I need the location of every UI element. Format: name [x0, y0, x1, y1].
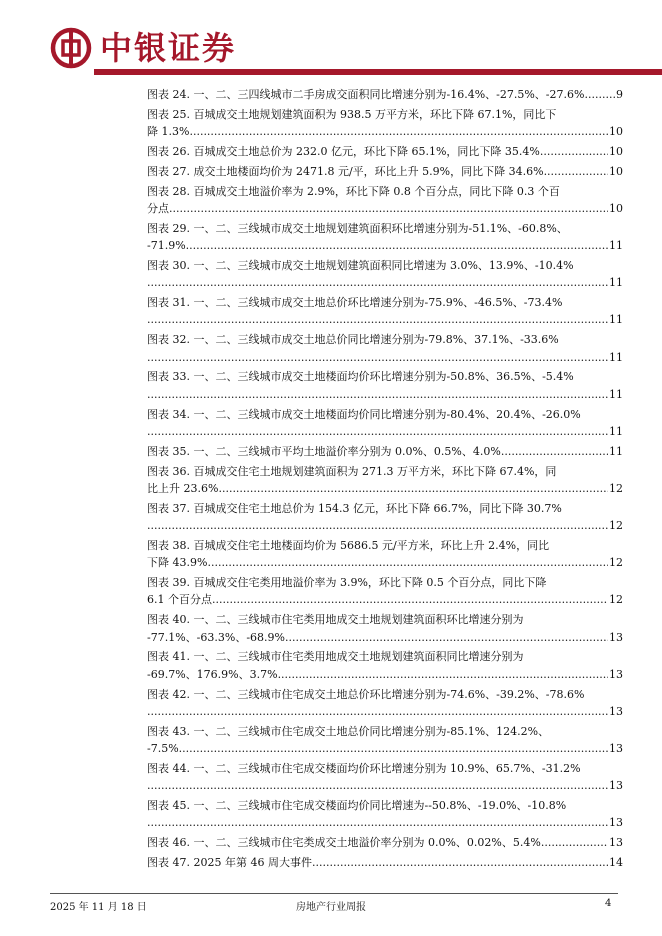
toc-leader-dots	[147, 386, 608, 403]
toc-entry-title	[147, 86, 623, 103]
toc-entry-text: 图表 42. 一、二、三线城市住宅成交土地总价环比增速分别为-74.6%、-39.2%、-78.6%	[147, 687, 585, 701]
toc-page-number: 11	[609, 313, 623, 327]
toc-entry-title	[147, 443, 623, 460]
toc-page-number: 12	[609, 481, 623, 495]
toc-page-number: 10	[609, 144, 623, 158]
toc-leader-dots	[147, 777, 608, 794]
bank-of-china-logo-icon	[50, 27, 92, 69]
toc-leader-dots	[312, 854, 608, 871]
toc-entry[interactable]	[147, 257, 623, 292]
toc-entry-continuation	[147, 666, 623, 683]
toc-leader-dots	[147, 703, 608, 720]
toc-entry[interactable]	[147, 834, 623, 851]
toc-entry[interactable]	[147, 611, 623, 646]
toc-leader-dots	[169, 200, 608, 217]
toc-entry-text-cont: -7.5%	[147, 742, 179, 756]
toc-entry-continuation	[147, 274, 623, 291]
toc-page-number: 11	[609, 387, 623, 401]
toc-leader-dots	[179, 740, 608, 757]
toc-leader-dots	[147, 814, 608, 831]
toc-entry-continuation	[147, 123, 623, 140]
toc-entry-title	[147, 854, 623, 871]
footer-title: 房地产行业周报	[296, 902, 366, 913]
toc-leader-dots	[147, 349, 608, 366]
toc-entry-text: 图表 43. 一、二、三线城市住宅成交土地总价同比增速分别为-85.1%、124.2%、	[147, 724, 550, 738]
toc-entry-title	[147, 648, 623, 665]
toc-entry-continuation	[147, 349, 623, 366]
toc-entry[interactable]	[147, 797, 623, 832]
toc-entry-title	[147, 500, 623, 517]
toc-entry[interactable]	[147, 86, 623, 103]
toc-entry-title	[147, 406, 623, 423]
toc-entry-title	[147, 760, 623, 777]
toc-entry-continuation	[147, 591, 623, 608]
toc-leader-dots	[584, 86, 615, 103]
toc-page-number: 11	[609, 444, 623, 458]
toc-entry[interactable]	[147, 143, 623, 160]
toc-page-number: 12	[609, 519, 623, 533]
toc-entry-continuation	[147, 814, 623, 831]
toc-entry-text-cont: 下降 43.9%	[147, 556, 208, 570]
footer-date: 2025 年 11 月 18 日	[50, 902, 147, 913]
toc-entry-text-cont: 比上升 23.6%	[147, 481, 219, 495]
toc-page-number: 10	[609, 164, 623, 178]
toc-entry-text: 图表 24. 一、二、三四线城市二手房成交面积同比增速分别为-16.4%、-27.5%、-27.6%	[147, 88, 585, 101]
toc-entry-continuation	[147, 740, 623, 757]
toc-page-number: 10	[609, 125, 623, 139]
toc-page-number: 11	[609, 239, 623, 253]
toc-leader-dots	[207, 554, 608, 571]
toc-entry[interactable]	[147, 183, 623, 218]
toc-entry[interactable]	[147, 368, 623, 403]
brand-logo	[50, 26, 236, 70]
toc-entry-title	[147, 537, 623, 554]
toc-entry-text: 图表 40. 一、二、三线城市住宅类用地成交土地规划建筑面积环比增速分别为	[147, 613, 524, 627]
toc-entry-text: 图表 32. 一、二、三线城市成交土地总价同比增速分别为-79.8%、37.1%、-33.6%	[147, 333, 559, 347]
toc-page-number: 13	[609, 742, 623, 756]
toc-page-number: 13	[609, 836, 623, 850]
toc-leader-dots	[278, 666, 608, 683]
toc-page-number: 11	[609, 350, 623, 364]
toc-entry[interactable]	[147, 574, 623, 609]
toc-entry[interactable]	[147, 406, 623, 441]
toc-leader-dots	[540, 143, 608, 160]
toc-entry-text: 图表 28. 百城成交土地溢价率为 2.9%，环比下降 0.8 个百分点，同比下降 0.3 个百	[147, 184, 560, 198]
toc-page-number: 13	[609, 667, 623, 681]
toc-entry-text-cont: 降 1.3%	[147, 125, 190, 139]
toc-entry[interactable]	[147, 443, 623, 460]
toc-page-number: 11	[609, 276, 623, 290]
toc-entry-continuation	[147, 237, 623, 254]
toc-entry[interactable]	[147, 331, 623, 366]
toc-entry-title	[147, 834, 623, 851]
toc-entry-title	[147, 797, 623, 814]
toc-entry-continuation	[147, 629, 623, 646]
toc-entry-text-cont: -71.9%	[147, 239, 186, 253]
toc-leader-dots	[186, 237, 608, 254]
toc-leader-dots	[544, 163, 608, 180]
toc-entry-title	[147, 463, 623, 480]
toc-entry-continuation	[147, 517, 623, 534]
toc-entry-text: 图表 38. 百城成交住宅土地楼面均价为 5686.5 元/平方米，环比上升 2.4%，同比	[147, 538, 550, 552]
toc-entry-continuation	[147, 423, 623, 440]
toc-entry-continuation	[147, 311, 623, 328]
toc-entry[interactable]	[147, 648, 623, 683]
toc-entry-continuation	[147, 386, 623, 403]
toc-entry-continuation	[147, 200, 623, 217]
toc-entry-text: 图表 30. 一、二、三线城市成交土地规划建筑面积同比增速为 3.0%、13.9%、-10.4%	[147, 258, 574, 272]
toc-entry[interactable]	[147, 537, 623, 572]
toc-entry-text: 图表 35. 一、二、三线城市平均土地溢价率分别为 0.0%、0.5%、4.0%	[147, 444, 501, 458]
toc-entry[interactable]	[147, 463, 623, 498]
toc-entry-text: 图表 39. 百城成交住宅类用地溢价率为 3.9%，环比下降 0.5 个百分点，同比下降	[147, 576, 547, 590]
toc-entry-text: 图表 37. 百城成交住宅土地总价为 154.3 亿元，环比下降 66.7%，同比下降 30.7%	[147, 501, 562, 515]
toc-entry[interactable]	[147, 686, 623, 721]
toc-entry[interactable]	[147, 294, 623, 329]
toc-entry-continuation	[147, 480, 623, 497]
toc-entry-title	[147, 331, 623, 348]
toc-entry-title	[147, 106, 623, 123]
toc-page-number: 13	[609, 630, 623, 644]
toc-entry-text-cont: -69.7%、176.9%、3.7%	[147, 667, 278, 681]
toc-leader-dots	[147, 274, 608, 291]
toc-entry-continuation	[147, 777, 623, 794]
toc-entry-text: 图表 46. 一、二、三线城市住宅类成交土地溢价率分别为 0.0%、0.02%、5.4%	[147, 836, 541, 850]
toc-entry[interactable]	[147, 760, 623, 795]
brand-name: 中银证券	[100, 29, 237, 67]
toc-entry-text-cont: 分点	[147, 201, 169, 215]
toc-entry-text: 图表 31. 一、二、三线城市成交土地总价环比增速分别为-75.9%、-46.5%、-73.4%	[147, 296, 563, 310]
toc-entry-text: 图表 41. 一、二、三线城市住宅类用地成交土地规划建筑面积同比增速分别为	[147, 650, 524, 664]
header-bar	[94, 69, 662, 75]
toc-entry-text: 图表 33. 一、二、三线城市成交土地楼面均价环比增速分别为-50.8%、36.5%、-5.4%	[147, 370, 574, 384]
toc-page-number: 14	[609, 856, 623, 869]
toc-entry-title	[147, 723, 623, 740]
toc-entry-title	[147, 574, 623, 591]
toc-entry[interactable]	[147, 723, 623, 758]
toc-entry-title	[147, 686, 623, 703]
toc-entry-text: 图表 36. 百城成交住宅土地规划建筑面积为 271.3 万平方米，环比下降 67.4%，同	[147, 464, 557, 478]
toc-entry[interactable]	[147, 854, 623, 871]
toc-entry-title	[147, 368, 623, 385]
toc-entry-text: 图表 27. 成交土地楼面均价为 2471.8 元/平，环比上升 5.9%，同比下降 34.6%	[147, 164, 544, 178]
toc-page-number: 13	[609, 704, 623, 718]
footer-rule	[50, 893, 618, 894]
toc-page-number: 13	[609, 816, 623, 830]
toc-leader-dots	[218, 480, 608, 497]
toc-leader-dots	[147, 311, 608, 328]
toc-entry-title	[147, 143, 623, 160]
toc-page-number: 9	[616, 88, 623, 101]
table-of-figures	[147, 86, 623, 874]
toc-entry-continuation	[147, 703, 623, 720]
toc-entry-text: 图表 26. 百城成交土地总价为 232.0 亿元，环比下降 65.1%，同比下降 35.4%	[147, 144, 540, 158]
toc-leader-dots	[189, 123, 608, 140]
toc-entry-title	[147, 163, 623, 180]
toc-leader-dots	[147, 517, 608, 534]
toc-page-number: 10	[609, 201, 623, 215]
toc-entry-title	[147, 611, 623, 628]
toc-entry-title	[147, 183, 623, 200]
toc-entry-text: 图表 47. 2025 年第 46 周大事件	[147, 856, 312, 869]
toc-leader-dots	[501, 443, 608, 460]
toc-page-number: 11	[609, 424, 623, 438]
toc-leader-dots	[285, 629, 608, 646]
toc-entry[interactable]	[147, 106, 623, 141]
toc-entry-text-cont: -77.1%、-63.3%、-68.9%	[147, 630, 285, 644]
toc-entry-text: 图表 25. 百城成交土地规划建筑面积为 938.5 万平方米，环比下降 67.1%，同比下	[147, 107, 557, 121]
toc-entry-text-cont: 6.1 个百分点	[147, 593, 212, 607]
toc-page-number: 13	[609, 779, 623, 793]
toc-page-number: 12	[609, 593, 623, 607]
toc-entry-text: 图表 44. 一、二、三线城市住宅成交楼面均价环比增速分别为 10.9%、65.7%、-31.2%	[147, 761, 581, 775]
toc-leader-dots	[147, 423, 608, 440]
toc-entry-continuation	[147, 554, 623, 571]
toc-entry-text: 图表 45. 一、二、三线城市住宅成交楼面均价同比增速为--50.8%、-19.0%、-10.8%	[147, 799, 567, 813]
toc-entry[interactable]	[147, 500, 623, 535]
toc-entry[interactable]	[147, 163, 623, 180]
toc-entry-title	[147, 294, 623, 311]
toc-leader-dots	[212, 591, 608, 608]
toc-entry-text: 图表 34. 一、二、三线城市成交土地楼面均价同比增速分别为-80.4%、20.4%、-26.0%	[147, 407, 581, 421]
toc-entry-title	[147, 257, 623, 274]
toc-page-number: 12	[609, 556, 623, 570]
toc-entry-text: 图表 29. 一、二、三线城市成交土地规划建筑面积环比增速分别为-51.1%、-60.8%、	[147, 221, 568, 235]
toc-entry[interactable]	[147, 220, 623, 255]
footer-page-number: 4	[605, 898, 612, 909]
toc-entry-title	[147, 220, 623, 237]
toc-leader-dots	[541, 834, 608, 851]
